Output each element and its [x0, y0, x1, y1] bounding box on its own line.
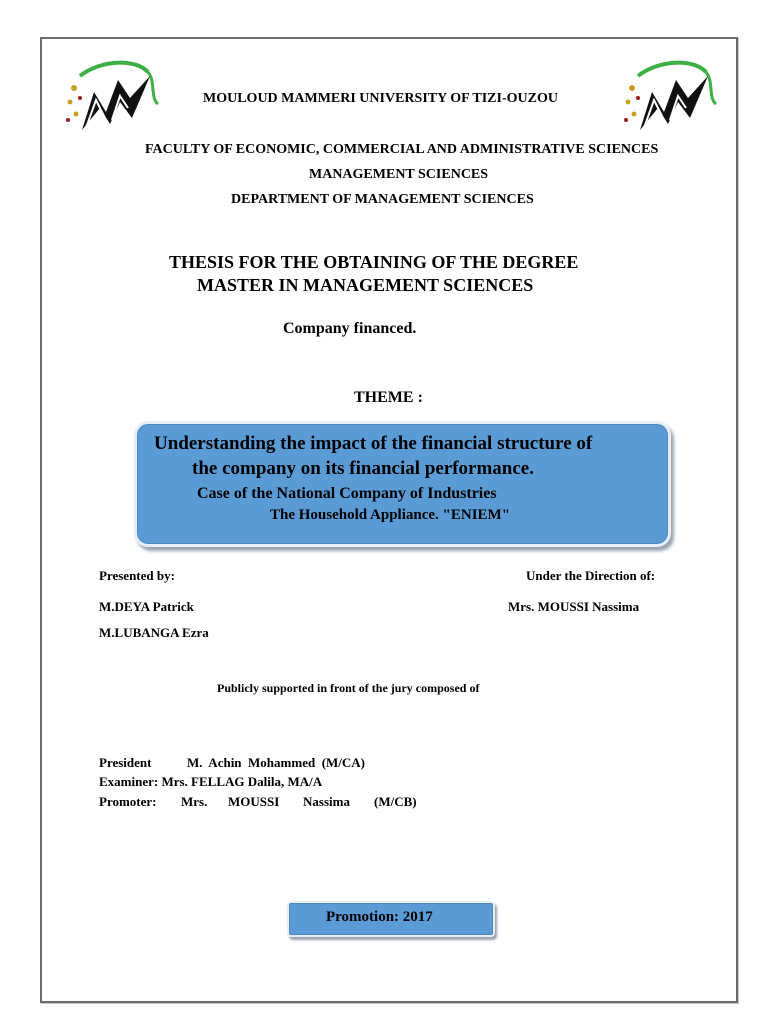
promoter-rank: (M/CB): [374, 794, 417, 809]
examiner-line: Examiner: Mrs. FELLAG Dalila, MA/A: [99, 774, 323, 789]
theme-label: THEME :: [354, 389, 423, 406]
promotion-text: Promotion: 2017: [326, 909, 433, 925]
jury-intro: Publicly supported in front of the jury composed of: [217, 681, 480, 695]
thesis-title-line2: MASTER IN MANAGEMENT SCIENCES: [197, 275, 534, 295]
author-name: M.DEYA Patrick: [99, 599, 194, 614]
promoter-surname: MOUSSI: [228, 794, 280, 809]
university-logo-icon: [60, 58, 160, 136]
university-name: MOULOUD MAMMERI UNIVERSITY OF TIZI-OUZOU: [203, 91, 558, 106]
direction-label: Under the Direction of:: [526, 568, 656, 583]
case-line1: Case of the National Company of Industries: [197, 485, 497, 502]
faculty-name: FACULTY OF ECONOMIC, COMMERCIAL AND ADMINISTRATIVE SCIENCES: [145, 142, 659, 157]
president-name: M. Achin Mohammed (M/CA): [187, 755, 366, 770]
thesis-title-line1: THESIS FOR THE OBTAINING OF THE DEGREE: [169, 252, 579, 272]
section-name: MANAGEMENT SCIENCES: [309, 167, 489, 182]
presented-by-label: Presented by:: [99, 568, 175, 583]
author-name: M.LUBANGA Ezra: [99, 625, 209, 640]
promoter-name: Nassima: [303, 794, 350, 809]
specialty: Company financed.: [283, 320, 417, 337]
case-line2: The Household Appliance. "ENIEM": [270, 507, 511, 523]
theme-title-line1: Understanding the impact of the financial structure of: [154, 433, 593, 454]
university-logo-icon: [618, 58, 718, 136]
theme-title-line2: the company on its financial performance.: [192, 458, 534, 479]
supervisor-name: Mrs. MOUSSI Nassima: [508, 599, 640, 614]
promoter-title: Mrs.: [181, 794, 208, 809]
president-role: President: [99, 755, 152, 770]
promoter-role: Promoter:: [99, 794, 157, 809]
department-name: DEPARTMENT OF MANAGEMENT SCIENCES: [231, 192, 534, 207]
